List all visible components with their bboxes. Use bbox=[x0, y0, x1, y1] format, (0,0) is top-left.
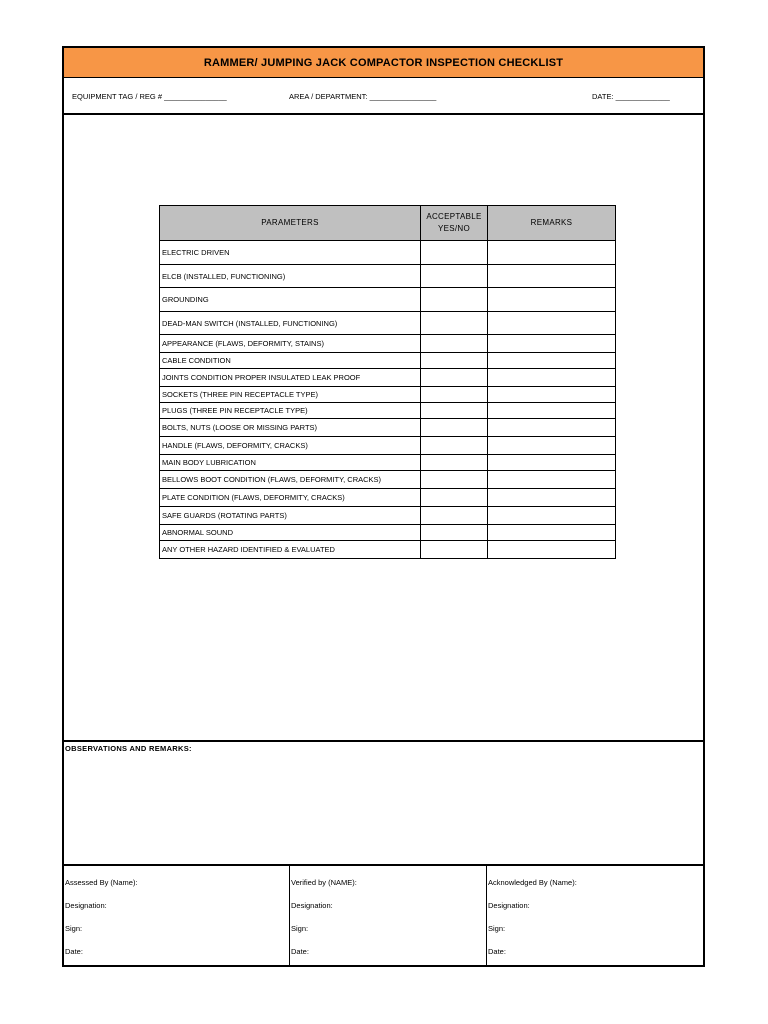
assessed-by-column bbox=[64, 866, 290, 967]
parameter-cell: DEAD-MAN SWITCH (INSTALLED, FUNCTIONING) bbox=[160, 312, 421, 335]
date-field[interactable]: DATE: _____________ bbox=[592, 92, 670, 101]
remarks-cell[interactable] bbox=[488, 241, 616, 265]
acceptable-header bbox=[421, 206, 488, 241]
equipment-tag-field[interactable]: EQUIPMENT TAG / REG # _______________ bbox=[72, 92, 227, 101]
remarks-header: REMARKS bbox=[488, 206, 616, 241]
acceptable-cell[interactable] bbox=[421, 288, 488, 312]
acceptable-cell[interactable] bbox=[421, 241, 488, 265]
remarks-cell[interactable] bbox=[488, 288, 616, 312]
remarks-cell[interactable] bbox=[488, 541, 616, 559]
parameter-cell: JOINTS CONDITION PROPER INSULATED LEAK PROOF bbox=[160, 369, 421, 387]
parameter-cell: MAIN BODY LUBRICATION bbox=[160, 455, 421, 471]
inspection-table bbox=[159, 205, 616, 559]
table-row bbox=[160, 541, 616, 559]
remarks-cell[interactable] bbox=[488, 369, 616, 387]
acceptable-cell[interactable] bbox=[421, 353, 488, 369]
signoff-section bbox=[64, 866, 703, 967]
table-row bbox=[160, 507, 616, 525]
acceptable-cell[interactable] bbox=[421, 335, 488, 353]
remarks-cell[interactable] bbox=[488, 471, 616, 489]
parameter-cell: PLATE CONDITION (FLAWS, DEFORMITY, CRACKS) bbox=[160, 489, 421, 507]
remarks-cell[interactable] bbox=[488, 353, 616, 369]
remarks-cell[interactable] bbox=[488, 419, 616, 437]
acknowledged-date-label: Date: bbox=[488, 947, 506, 956]
acceptable-cell[interactable] bbox=[421, 507, 488, 525]
acceptable-header-line2: YES/NO bbox=[437, 224, 471, 233]
acceptable-header-line1: ACCEPTABLE bbox=[426, 212, 482, 221]
parameter-cell: HANDLE (FLAWS, DEFORMITY, CRACKS) bbox=[160, 437, 421, 455]
table-body bbox=[160, 241, 616, 559]
acceptable-cell[interactable] bbox=[421, 312, 488, 335]
info-row bbox=[64, 78, 703, 115]
acceptable-cell[interactable] bbox=[421, 387, 488, 403]
table-row bbox=[160, 369, 616, 387]
table-row bbox=[160, 471, 616, 489]
acceptable-cell[interactable] bbox=[421, 265, 488, 288]
parameter-cell: ELECTRIC DRIVEN bbox=[160, 241, 421, 265]
acceptable-cell[interactable] bbox=[421, 403, 488, 419]
acceptable-cell[interactable] bbox=[421, 437, 488, 455]
parameters-header: PARAMETERS bbox=[160, 206, 421, 241]
remarks-cell[interactable] bbox=[488, 387, 616, 403]
checklist-sheet bbox=[62, 46, 705, 967]
verified-designation-label: Designation: bbox=[291, 901, 333, 910]
assessed-by-label: Assessed By (Name): bbox=[65, 878, 138, 887]
observations-label: OBSERVATIONS AND REMARKS: bbox=[65, 744, 192, 753]
table-row bbox=[160, 455, 616, 471]
acknowledged-designation-label: Designation: bbox=[488, 901, 530, 910]
remarks-cell[interactable] bbox=[488, 455, 616, 471]
table-row bbox=[160, 241, 616, 265]
table-row bbox=[160, 335, 616, 353]
table-row bbox=[160, 288, 616, 312]
parameter-cell: GROUNDING bbox=[160, 288, 421, 312]
acceptable-cell[interactable] bbox=[421, 541, 488, 559]
parameter-cell: CABLE CONDITION bbox=[160, 353, 421, 369]
remarks-cell[interactable] bbox=[488, 525, 616, 541]
parameter-cell: SAFE GUARDS (ROTATING PARTS) bbox=[160, 507, 421, 525]
assessed-sign-label: Sign: bbox=[65, 924, 83, 933]
table-row bbox=[160, 525, 616, 541]
acknowledged-sign-label: Sign: bbox=[488, 924, 506, 933]
table-row bbox=[160, 265, 616, 288]
remarks-cell[interactable] bbox=[488, 403, 616, 419]
table-row bbox=[160, 353, 616, 369]
remarks-cell[interactable] bbox=[488, 507, 616, 525]
acceptable-cell[interactable] bbox=[421, 369, 488, 387]
observations-section[interactable] bbox=[64, 740, 703, 866]
parameter-cell: BOLTS, NUTS (LOOSE OR MISSING PARTS) bbox=[160, 419, 421, 437]
assessed-designation-label: Designation: bbox=[65, 901, 107, 910]
area-department-field[interactable]: AREA / DEPARTMENT: ________________ bbox=[289, 92, 437, 101]
document-title: RAMMER/ JUMPING JACK COMPACTOR INSPECTION CHECKLIST bbox=[64, 48, 703, 78]
table-row bbox=[160, 419, 616, 437]
acceptable-cell[interactable] bbox=[421, 419, 488, 437]
acknowledged-by-label: Acknowledged By (Name): bbox=[488, 878, 577, 887]
assessed-date-label: Date: bbox=[65, 947, 83, 956]
parameter-cell: ELCB (INSTALLED, FUNCTIONING) bbox=[160, 265, 421, 288]
remarks-cell[interactable] bbox=[488, 312, 616, 335]
parameter-cell: ABNORMAL SOUND bbox=[160, 525, 421, 541]
acceptable-cell[interactable] bbox=[421, 471, 488, 489]
verified-sign-label: Sign: bbox=[291, 924, 309, 933]
table-row bbox=[160, 437, 616, 455]
remarks-cell[interactable] bbox=[488, 489, 616, 507]
acceptable-cell[interactable] bbox=[421, 455, 488, 471]
remarks-cell[interactable] bbox=[488, 335, 616, 353]
verified-by-column bbox=[290, 866, 487, 967]
verified-date-label: Date: bbox=[291, 947, 309, 956]
parameter-cell: BELLOWS BOOT CONDITION (FLAWS, DEFORMITY, CRACKS) bbox=[160, 471, 421, 489]
table-row bbox=[160, 387, 616, 403]
table-header-row bbox=[160, 206, 616, 241]
remarks-cell[interactable] bbox=[488, 437, 616, 455]
verified-by-label: Verified by (NAME): bbox=[291, 878, 357, 887]
acknowledged-by-column bbox=[487, 866, 705, 967]
parameter-cell: APPEARANCE (FLAWS, DEFORMITY, STAINS) bbox=[160, 335, 421, 353]
acceptable-cell[interactable] bbox=[421, 489, 488, 507]
remarks-cell[interactable] bbox=[488, 265, 616, 288]
table-row bbox=[160, 403, 616, 419]
parameter-cell: SOCKETS (THREE PIN RECEPTACLE TYPE) bbox=[160, 387, 421, 403]
parameter-cell: PLUGS (THREE PIN RECEPTACLE TYPE) bbox=[160, 403, 421, 419]
table-row bbox=[160, 489, 616, 507]
acceptable-cell[interactable] bbox=[421, 525, 488, 541]
table-row bbox=[160, 312, 616, 335]
parameter-cell: ANY OTHER HAZARD IDENTIFIED & EVALUATED bbox=[160, 541, 421, 559]
